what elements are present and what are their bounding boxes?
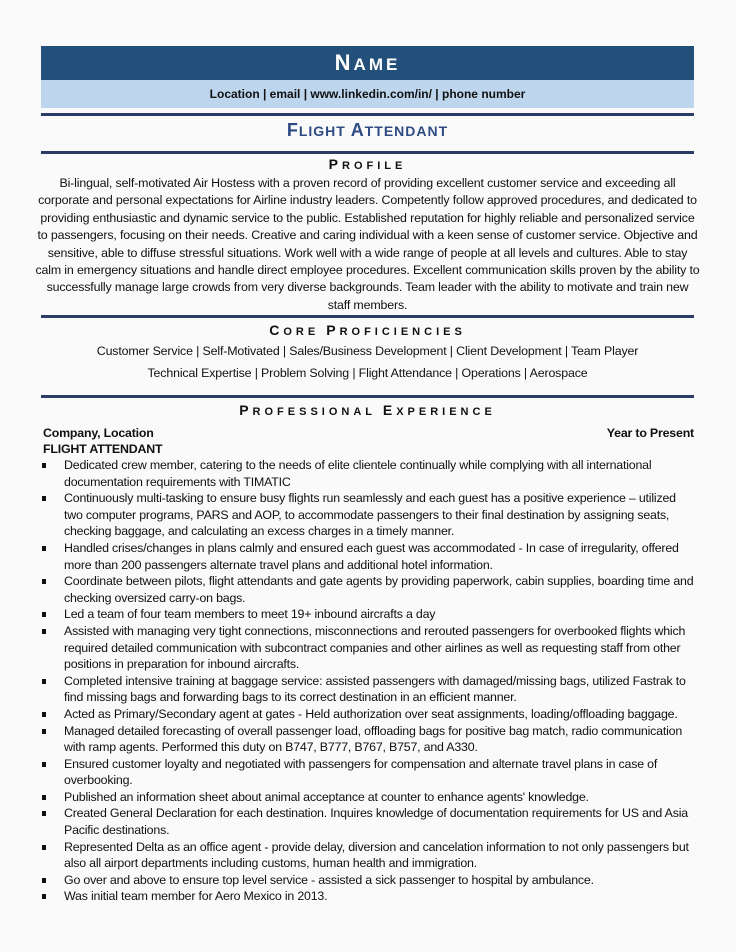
bullet-item (41, 872, 694, 889)
title-cap: A (350, 120, 365, 140)
bullet-item (41, 606, 694, 623)
divider (41, 315, 694, 318)
bullet-text: Represented Delta as an office agent - provide delay, diversion and cancelation information to not only passengers but also all airport departments including customs, human health and immigration. (64, 839, 689, 871)
divider (41, 395, 694, 398)
company-location: Company, Location (43, 426, 154, 440)
proficiencies-line-1: Customer Service | Self-Motivated | Sales/Business Development | Client Development | Team Player (96, 344, 639, 358)
title-rest: TTENDANT (364, 123, 449, 139)
professional-experience-heading (41, 402, 694, 418)
heading-rest: ROFILE (342, 160, 407, 172)
bullet-item (41, 706, 694, 723)
heading-rest: ROFESSIONAL (252, 406, 383, 418)
bullet-item (41, 723, 694, 756)
bullet-icon (42, 894, 46, 899)
bullet-item (41, 888, 694, 905)
bullet-text: Published an information sheet about animal acceptance at counter to enhance agents' knowledge. (64, 789, 589, 804)
heading-rest: ORE (283, 326, 327, 338)
bullet-item (41, 490, 694, 540)
core-proficiencies-heading (41, 322, 694, 338)
bullet-icon (42, 679, 46, 684)
bullet-icon (42, 762, 46, 767)
profile-heading (41, 156, 694, 172)
title-rest: LIGHT (298, 123, 351, 139)
heading-rest: ROFICIENCIES (339, 326, 466, 338)
bullet-icon (42, 546, 46, 551)
bullet-text: Led a team of four team members to meet 19+ inbound aircrafts a day (64, 607, 436, 622)
bullet-text: Coordinate between pilots, flight attendants and gate agents by providing paperwork, cabin supplies, boarding time and checking oversized carry-on bags. (64, 574, 694, 605)
divider (41, 113, 694, 116)
bullet-item (41, 756, 694, 789)
bullet-text: Acted as Primary/Secondary agent at gates - Held authorization over seat assignments, loading/offloading baggage. (64, 706, 678, 721)
job-dates: Year to Present (606, 426, 694, 440)
bullet-item (41, 805, 694, 838)
bullet-icon (42, 811, 46, 816)
heading-cap: P (326, 322, 340, 338)
role-title: FLIGHT ATTENDANT (43, 442, 163, 456)
bullet-text: Handled crises/changes in plans calmly and ensured each guest was accommodated - In case of irregularity, offered more than 200 passengers alternate travel plans and additional hotel information. (64, 540, 679, 572)
company-row (43, 426, 694, 440)
bullet-item (41, 623, 694, 673)
bullet-text: Was initial team member for Aero Mexico in 2013. (64, 889, 328, 904)
bullet-text: Completed intensive training at baggage service: assisted passengers with damaged/missing bags, utilized Fastrak to find missing bags and forwarding bags to its correct destination in an efficient manner. (64, 673, 686, 705)
bullet-text: Go over and above to ensure top level service - assisted a sick passenger to hospital by ambulance. (64, 872, 594, 887)
name-header (41, 46, 694, 80)
bullet-icon (42, 729, 46, 734)
bullet-item (41, 673, 694, 706)
bullet-text: Dedicated crew member, catering to the needs of elite clientele continually while complying with all international documentation requirements with TIMATIC (64, 458, 652, 489)
heading-cap: E (382, 402, 397, 418)
bullet-item (41, 573, 694, 606)
bullet-icon (42, 496, 46, 501)
name-initial: N (334, 50, 354, 75)
bullet-item (41, 457, 694, 490)
profile-summary: Bi-lingual, self-motivated Air Hostess with a proven record of providing excellent customer service and exceeding all corporate and personal expectations for Airline industry leaders. Competently follow approved procedures, and dedicated to providing enthusiastic and dynamic service to the public. Established reputation for highly reliable and personalized service to passengers, focusing on their needs. Creative and caring individual with a keen sense of customer service. Objective and sensitive, able to diffuse stressful situations. Work well with a wide range of people at all levels and cultures. Able to stay calm in emergency situations and handle direct employee procedures. Excellent communication skills proven by the ability to successfully manage large crowds from very diverse backgrounds. Team leader with the ability to motivate and train new staff members. (35, 176, 700, 312)
job-title (41, 120, 694, 141)
title-cap: F (286, 120, 299, 140)
bullet-text: Continuously multi-tasking to ensure busy flights run seamlessly and each guest has a positive experience – utilized two computer programs, PARS and AOP, to accommodate passengers to their final destination by assigning seats, checking baggage, and calculating an excess charges in a timely manner. (64, 491, 676, 539)
bullet-text: Ensured customer loyalty and negotiated with passengers for compensation and alternate travel plans in case of overbooking. (64, 756, 658, 788)
proficiencies-line-2: Technical Expertise | Problem Solving | Flight Attendance | Operations | Aerospace (147, 366, 588, 380)
bullet-item (41, 839, 694, 872)
heading-cap: P (239, 402, 253, 418)
bullet-item (41, 789, 694, 806)
bullet-icon (42, 878, 46, 883)
bullet-text: Assisted with managing very tight connections, misconnections and rerouted passengers for overbooked flights which required detailed communication with subcontract companies and other airlines as well as requesting staff from other positions in preparation for inbound aircrafts. (64, 623, 686, 672)
heading-cap: C (269, 322, 284, 338)
bullet-icon (42, 795, 46, 800)
bullet-icon (42, 612, 46, 617)
experience-bullets (41, 457, 694, 905)
heading-cap: P (328, 156, 342, 172)
name-rest: AME (353, 55, 401, 74)
bullet-icon (42, 463, 46, 468)
bullet-icon (42, 579, 46, 584)
bullet-text: Managed detailed forecasting of overall passenger load, offloading bags for positive bag match, radio communication with ramp agents. Performed this duty on B747, B777, B767, B757, and A330. (64, 723, 683, 755)
bullet-item (41, 540, 694, 573)
divider (41, 151, 694, 154)
bullet-icon (42, 712, 46, 717)
heading-rest: XPERIENCE (396, 406, 496, 418)
contact-info: Location | email | www.linkedin.com/in/ | phone number (41, 80, 694, 108)
bullet-icon (42, 845, 46, 850)
bullet-icon (42, 629, 46, 634)
bullet-text: Created General Declaration for each destination. Inquires knowledge of documentation requirements for US and Asia Pacific destinations. (64, 806, 688, 838)
